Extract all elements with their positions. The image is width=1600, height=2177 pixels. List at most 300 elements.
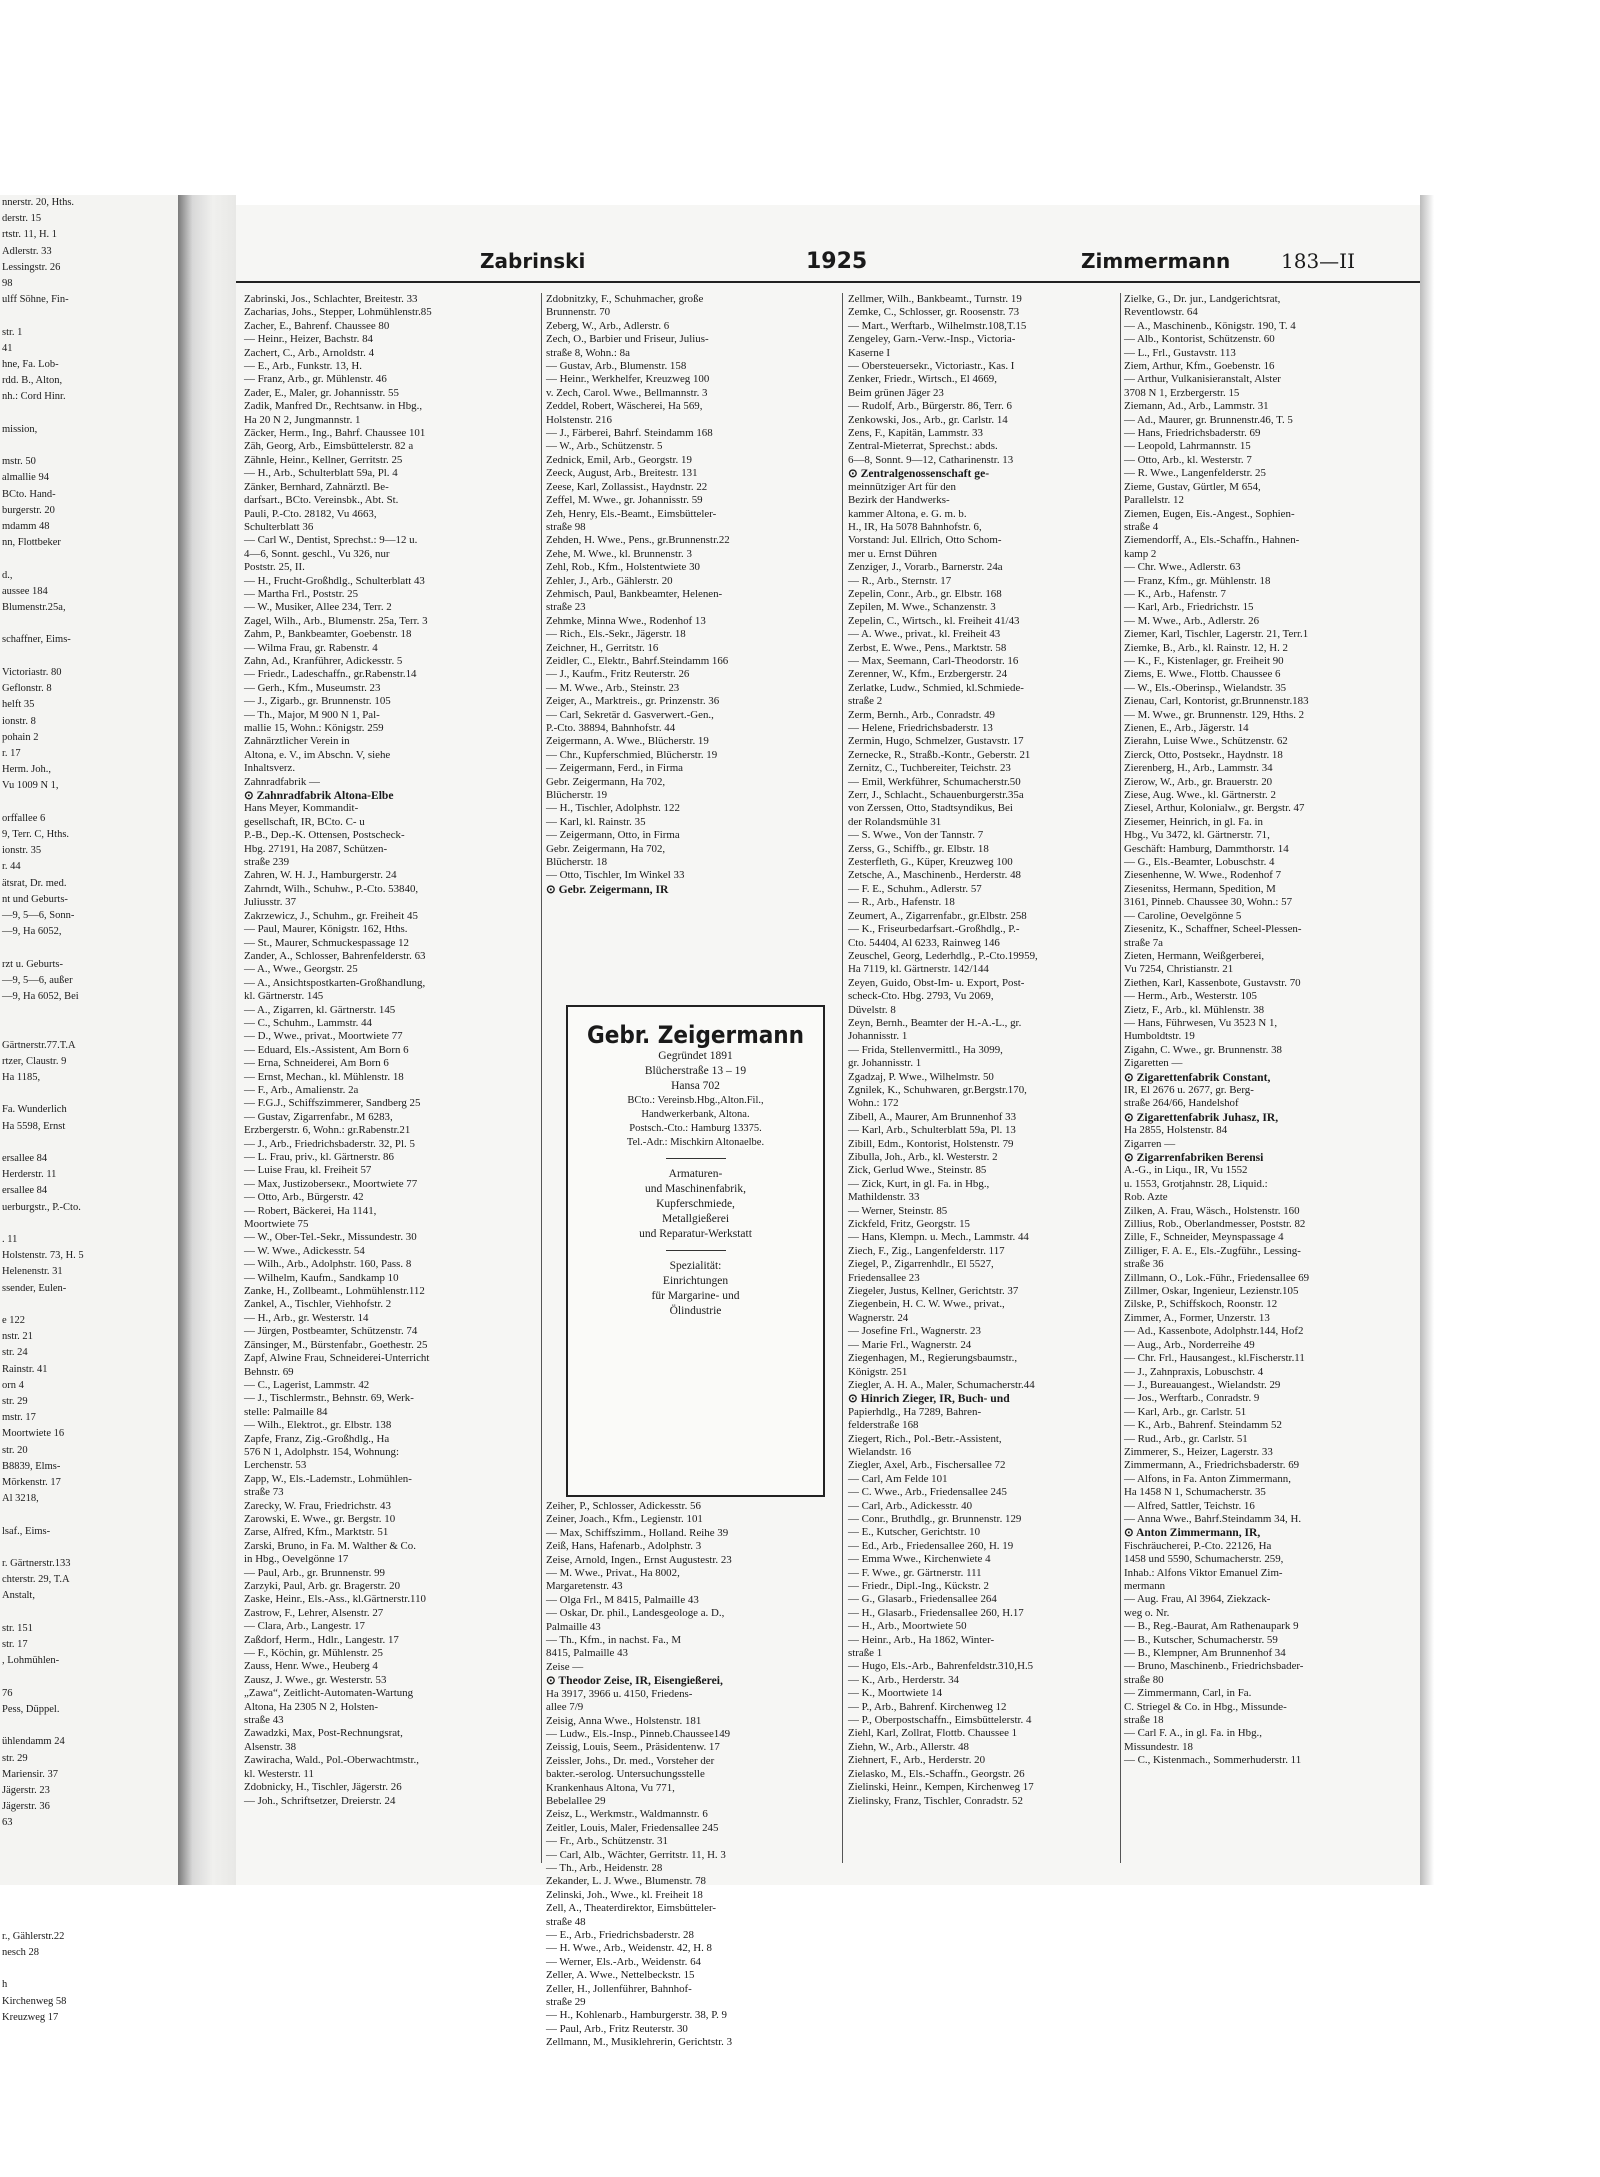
directory-entry: — A., Maschinenb., Königstr. 190, T. 4 bbox=[1124, 319, 1296, 332]
directory-entry: — Marie Frl., Wagnerstr. 24 bbox=[848, 1338, 972, 1351]
directory-entry: — Hans, Friedrichsbaderstr. 69 bbox=[1124, 427, 1261, 440]
directory-entry: ⊙ Anton Zimmermann, IR, bbox=[1124, 1526, 1261, 1540]
left-page-line: Gärtnerstr.77.T.A bbox=[2, 1039, 76, 1051]
directory-entry: Zeigermann, A. Wwe., Blücherstr. 19 bbox=[546, 735, 709, 748]
left-page-line: Moortwiete 16 bbox=[2, 1428, 65, 1440]
directory-entry: Bebelallee 29 bbox=[546, 1794, 606, 1807]
directory-entry: Zimmermann, A., Friedrichsbaderstr. 69 bbox=[1124, 1459, 1300, 1472]
directory-entry: Zigahn, C. Wwe., gr. Brunnenstr. 38 bbox=[1124, 1043, 1282, 1056]
left-page-line: e 122 bbox=[2, 1315, 26, 1327]
directory-entry: Zarse, Alfred, Kfm., Marktstr. 51 bbox=[244, 1526, 389, 1539]
directory-entry: — A., Zigarren, kl. Gärtnerstr. 145 bbox=[244, 1003, 396, 1016]
directory-entry: Zarzyki, Paul, Arb. gr. Bragerstr. 20 bbox=[244, 1580, 401, 1592]
directory-entry: — W., Ober-Tel.-Sekr., Missundestr. 30 bbox=[244, 1231, 417, 1244]
directory-entry: — Werner, Els.-Arb., Weidenstr. 64 bbox=[546, 1955, 701, 1968]
directory-entry: Zickfeld, Fritz, Georgstr. 15 bbox=[848, 1218, 970, 1231]
directory-entry: — B., Reg.-Baurat, Am Rathenaupark 9 bbox=[1124, 1620, 1299, 1633]
directory-entry: — Otto, Tischler, Im Winkel 33 bbox=[546, 869, 685, 882]
header-right-keyword: Zimmermann bbox=[1081, 249, 1231, 273]
directory-entry: mallie 15, Wohn.: Königstr. 259 bbox=[244, 722, 384, 734]
directory-entry: Zick, Gerlud Wwe., Steinstr. 85 bbox=[848, 1164, 987, 1177]
directory-entry: — Paul, Arb., gr. Brunnenstr. 99 bbox=[244, 1566, 385, 1579]
left-page-line: rdd. B., Alton, bbox=[2, 375, 63, 387]
directory-entry: — Luise Frau, kl. Freiheit 57 bbox=[244, 1164, 372, 1177]
directory-entry: Ha 7119, kl. Gärtnerstr. 142/144 bbox=[848, 963, 989, 976]
left-page-line: Kreuzweg 17 bbox=[2, 2011, 59, 2023]
left-page-line: Vu 1009 N 1, bbox=[2, 780, 59, 792]
directory-entry: — M. Wwe., Arb., Steinstr. 23 bbox=[546, 681, 680, 694]
ad-address: Blücherstraße 13 – 19 bbox=[644, 1065, 747, 1077]
directory-entry: Königstr. 251 bbox=[848, 1365, 908, 1378]
directory-entry: — Aug., Arb., Norderreihe 49 bbox=[1124, 1338, 1255, 1351]
directory-entry: — Joh., Schriftsetzer, Dreierstr. 24 bbox=[244, 1794, 396, 1807]
directory-entry: Zielinsky, Franz, Tischler, Conradstr. 52 bbox=[848, 1794, 1023, 1807]
directory-entry: — D., Wwe., privat., Moortwiete 77 bbox=[244, 1030, 403, 1043]
page-edge bbox=[1420, 195, 1434, 1885]
directory-entry: Ziemen, Eugen, Eis.-Angest., Sophien- bbox=[1124, 507, 1295, 520]
directory-entry: Zehl, Rob., Kfm., Holstentwiete 30 bbox=[546, 561, 700, 574]
directory-entry: Ziegel, P., Zigarrenhdlr., El 5527, bbox=[848, 1258, 994, 1271]
directory-entry: Zielinski, Heinr., Kempen, Kirchenweg 17 bbox=[848, 1781, 1034, 1794]
directory-entry: Zausz, J. Wwe., gr. Westerstr. 53 bbox=[244, 1673, 387, 1686]
column-divider bbox=[541, 293, 542, 1863]
directory-entry: — K., Arb., Bahrenf. Steindamm 52 bbox=[1124, 1419, 1282, 1432]
directory-entry: Papierhdlg., Ha 7289, Bahren- bbox=[848, 1405, 982, 1418]
ad-products bbox=[568, 1167, 823, 1242]
directory-entry: Zapf, Alwine Frau, Schneiderei-Unterricht bbox=[244, 1352, 430, 1365]
directory-page bbox=[236, 205, 1420, 2049]
directory-entry: — Caroline, Oevelgönne 5 bbox=[1124, 909, 1242, 922]
directory-entry: Moortwiete 75 bbox=[244, 1218, 309, 1231]
directory-entry: — J., Kaufm., Fritz Reuterstr. 26 bbox=[546, 668, 690, 681]
left-page-line bbox=[0, 1135, 178, 1151]
directory-entry: straße 98 bbox=[546, 520, 586, 533]
directory-entry: Zerlatke, Ludw., Schmied, kl.Schmiede- bbox=[848, 681, 1024, 694]
ad-bank-2: Handwerkerbank, Altona. bbox=[641, 1109, 750, 1120]
left-page-line: ulff Söhne, Fin- bbox=[2, 294, 69, 306]
directory-entry: 3708 N 1, Erzbergerstr. 15 bbox=[1124, 386, 1240, 399]
left-page-line: Lessingstr. 26 bbox=[2, 261, 61, 273]
directory-entry: Zelinski, Joh., Wwe., kl. Freiheit 18 bbox=[546, 1888, 703, 1901]
directory-entry: Ha 1458 N 1, Schumacherstr. 35 bbox=[1124, 1486, 1266, 1499]
directory-entry: Zehler, J., Arb., Gählerstr. 20 bbox=[546, 574, 673, 587]
directory-entry: — Jürgen, Postbeamter, Schützenstr. 74 bbox=[244, 1325, 418, 1338]
directory-entry: ⊙ Zigarettenfabrik Juhasz, IR, bbox=[1124, 1110, 1279, 1124]
left-page-line bbox=[0, 1669, 178, 1685]
left-page-line: mstr. 17 bbox=[2, 1412, 36, 1424]
directory-entry: kammer Altona, e. G. m. b. bbox=[848, 507, 967, 520]
left-page-line: , Lohmühlen- bbox=[2, 1655, 60, 1667]
left-page-line: mstr. 50 bbox=[2, 456, 36, 468]
directory-entry: — Heinr., Heizer, Bachstr. 84 bbox=[244, 333, 374, 346]
directory-entry: straße 2 bbox=[848, 695, 883, 708]
directory-entry: Zeisz, L., Werkmstr., Waldmannstr. 6 bbox=[546, 1808, 708, 1821]
directory-entry: — Mart., Werftarb., Wilhelmstr.108,T.15 bbox=[848, 319, 1027, 332]
directory-entry: ⊙ Hinrich Zieger, IR, Buch- und bbox=[848, 1392, 1010, 1406]
left-page-line: mission, bbox=[2, 423, 38, 435]
directory-entry: straße 48 bbox=[546, 1915, 586, 1928]
directory-entry: Gebr. Zeigermann, Ha 702, bbox=[546, 842, 666, 855]
directory-entry: — Rich., Els.-Sekr., Jägerstr. 18 bbox=[546, 628, 686, 641]
directory-entry: straße 1 bbox=[848, 1647, 883, 1660]
directory-entry: Cto. 54404, Al 6233, Rainweg 146 bbox=[848, 936, 1000, 949]
ad-firm-name: Gebr. Zeigermann bbox=[586, 1021, 805, 1049]
directory-entry: — W., Els.-Oberinsp., Wielandstr. 35 bbox=[1124, 681, 1287, 694]
left-page-line: rtzer, Claustr. 9 bbox=[2, 1055, 67, 1067]
directory-entry: — Karl, kl. Rainstr. 35 bbox=[546, 815, 646, 828]
directory-entry: Alsenstr. 38 bbox=[244, 1740, 297, 1753]
directory-entry: Ziegler, A. H. A., Maler, Schumacherstr.44 bbox=[848, 1378, 1035, 1391]
directory-entry: Zarecky, W. Frau, Friedrichstr. 43 bbox=[244, 1499, 391, 1512]
directory-entry: kamp 2 bbox=[1124, 547, 1157, 560]
directory-entry: Zauss, Henr. Wwe., Heuberg 4 bbox=[244, 1660, 378, 1673]
directory-entry: kl. Gärtnerstr. 145 bbox=[244, 990, 324, 1003]
directory-entry: Ziem, Arthur, Kfm., Goebenstr. 16 bbox=[1124, 360, 1275, 373]
directory-entry: A.-G., in Liqu., IR, Vu 1552 bbox=[1124, 1164, 1248, 1177]
left-page-line: uerburgstr., P.-Cto. bbox=[2, 1201, 81, 1213]
directory-entry: Krankenhaus Altona, Vu 771, bbox=[546, 1781, 675, 1794]
directory-entry: straße 36 bbox=[1124, 1258, 1164, 1271]
directory-entry: C. Striegel & Co. in Hbg., Missunde- bbox=[1124, 1700, 1287, 1713]
directory-entry: — H., Kohlenarb., Hamburgerstr. 38, P. 9 bbox=[546, 2009, 727, 2022]
left-page-line: str. 29 bbox=[2, 1396, 28, 1408]
directory-entry: — Arthur, Vulkanisieranstalt, Alster bbox=[1124, 373, 1281, 386]
directory-entry: straße 80 bbox=[1124, 1673, 1164, 1686]
directory-entry: Zeiger, A., Marktreis., gr. Prinzenstr. 36 bbox=[546, 695, 720, 708]
directory-entry: — Franz, Arb., gr. Mühlenstr. 46 bbox=[244, 373, 387, 386]
directory-entry: — Aug. Frau, Al 3964, Ziekzack- bbox=[1124, 1593, 1271, 1606]
directory-entry: — Heinr., Werkhelfer, Kreuzweg 100 bbox=[546, 373, 710, 386]
left-page-line bbox=[0, 308, 178, 324]
directory-entry: — Max, Seemann, Carl-Theodorstr. 16 bbox=[848, 654, 1019, 667]
directory-entry: — Friedr., Dipl.-Ing., Kückstr. 2 bbox=[848, 1580, 989, 1592]
directory-entry: Zemke, C., Schlosser, gr. Roosenstr. 73 bbox=[848, 306, 1020, 319]
directory-entry: felderstraße 168 bbox=[848, 1419, 919, 1432]
directory-entry: — Chr. Wwe., Adlerstr. 63 bbox=[1124, 561, 1241, 574]
directory-entry: Juliusstr. 37 bbox=[244, 896, 297, 909]
left-page-line bbox=[0, 1913, 178, 1929]
directory-entry: — K., Friseurbedarfsart.-Großhdlg., P.- bbox=[848, 923, 1020, 936]
directory-entry: Zakrzewicz, J., Schuhm., gr. Freiheit 45 bbox=[244, 909, 418, 922]
directory-entry: Zeissig, Louis, Seem., Präsidentenw. 17 bbox=[546, 1741, 720, 1754]
directory-entry: Lerchenstr. 53 bbox=[244, 1459, 307, 1472]
directory-entry: — Zick, Kurt, in gl. Fa. in Hbg., bbox=[848, 1177, 990, 1190]
ad-product-line: Armaturen- bbox=[668, 1168, 723, 1180]
left-page-line bbox=[0, 1961, 178, 1977]
left-page-line: —9, Ha 6052, bbox=[2, 926, 62, 938]
directory-entry: — H. Wwe., Arb., Weidenstr. 42, H. 8 bbox=[546, 1942, 712, 1955]
left-page-line bbox=[0, 1005, 178, 1021]
directory-entry: — J., Färberei, Bahrf. Steindamm 168 bbox=[546, 427, 713, 440]
left-page-line: Herm. Joh., bbox=[2, 764, 51, 776]
directory-entry: meinnütziger Art für den bbox=[848, 480, 956, 493]
directory-entry: straße 43 bbox=[244, 1714, 284, 1727]
directory-entry: — Zeigermann, Otto, in Firma bbox=[546, 829, 680, 842]
directory-entry: — H., Arb., Moortwiete 50 bbox=[848, 1620, 967, 1633]
directory-entry: — P., Arb., Bahrenf. Kirchenweg 12 bbox=[848, 1700, 1007, 1713]
directory-entry: Mathildenstr. 33 bbox=[848, 1191, 920, 1204]
directory-entry: Zielke, G., Dr. jur., Landgerichtsrat, bbox=[1124, 293, 1281, 305]
left-page-line: str. 29 bbox=[2, 1752, 28, 1764]
directory-entry: Zawiracha, Wald., Pol.-Oberwachtmstr., bbox=[244, 1754, 419, 1767]
directory-entry: — F. E., Schuhm., Adlerstr. 57 bbox=[848, 882, 982, 895]
directory-entry: — Carl, Arb., Adickesstr. 40 bbox=[848, 1499, 973, 1512]
directory-entry: IR, El 2676 u. 2677, gr. Berg- bbox=[1124, 1083, 1254, 1096]
directory-entry: Zeller, H., Jollenführer, Bahnhof- bbox=[546, 1982, 692, 1995]
directory-entry: Inhaltsverz. bbox=[244, 762, 296, 775]
directory-entry: — Martha Frl., Poststr. 25 bbox=[244, 587, 359, 600]
left-page-line: 76 bbox=[2, 1687, 13, 1699]
left-page-line bbox=[0, 1832, 178, 1848]
directory-entry: — Karl, Arb., gr. Carlstr. 51 bbox=[1124, 1405, 1247, 1418]
left-page-line: Helenenstr. 31 bbox=[2, 1266, 63, 1278]
directory-entry: Ziesenitss, Hermann, Spedition, M bbox=[1124, 882, 1276, 895]
directory-entry: — P., Oberpostschaffn., Eimsbüttelerstr. 4 bbox=[848, 1714, 1032, 1727]
directory-entry: — St., Maurer, Schmuckespassage 12 bbox=[244, 936, 410, 949]
directory-entry: — K., Arb., Hafenstr. 7 bbox=[1124, 587, 1226, 600]
directory-entry: — Gustav, Arb., Blumenstr. 158 bbox=[546, 360, 687, 373]
left-page-line: BCto. Hand- bbox=[2, 488, 56, 500]
directory-entry: — G., Els.-Beamter, Lobuschstr. 4 bbox=[1124, 856, 1275, 869]
directory-entry: — Zimmermann, Carl, in Fa. bbox=[1124, 1687, 1252, 1700]
directory-entry: u. 1553, Grotjahnstr. 28, Liquid.: bbox=[1124, 1177, 1268, 1190]
directory-entry: — Gustav, Zigarrenfabr., M 6283, bbox=[244, 1110, 393, 1123]
directory-entry: Zachert, C., Arb., Arnoldstr. 4 bbox=[244, 346, 375, 359]
left-page-line: pohain 2 bbox=[2, 731, 39, 743]
left-page-line bbox=[0, 795, 178, 811]
directory-entry: straße 73 bbox=[244, 1486, 284, 1499]
left-page-line: rzt u. Geburts- bbox=[2, 958, 63, 970]
directory-entry: Zednick, Emil, Arb., Georgstr. 19 bbox=[546, 453, 692, 466]
directory-entry: Zagel, Wilh., Arb., Blumenstr. 25a, Terr. 3 bbox=[244, 614, 428, 627]
advertisement-box bbox=[566, 1005, 825, 1497]
left-page-line: str. 24 bbox=[2, 1347, 28, 1359]
left-page-line bbox=[0, 1605, 178, 1621]
directory-entry: Zapfe, Franz, Zig.-Großhdlg., Ha bbox=[244, 1432, 390, 1445]
directory-entry: Zepilen, M. Wwe., Schanzenstr. 3 bbox=[848, 601, 996, 614]
directory-entry: Zienau, Carl, Kontorist, gr.Brunnenstr.183 bbox=[1124, 695, 1309, 708]
directory-entry: — W. Wwe., Adickesstr. 54 bbox=[244, 1244, 365, 1257]
directory-entry: Zens, F., Kapitän, Lammstr. 33 bbox=[848, 427, 983, 440]
directory-entry: Zeiß, Hans, Hafenarb., Adolphstr. 3 bbox=[546, 1540, 702, 1553]
directory-entry: Zarowski, E. Wwe., gr. Bergstr. 10 bbox=[244, 1512, 396, 1525]
directory-entry: ⊙ Theodor Zeise, IR, Eisengießerei, bbox=[546, 1674, 723, 1688]
directory-entry: — M. Wwe., gr. Brunnenstr. 129, Hths. 2 bbox=[1124, 708, 1305, 721]
directory-entry: Zahm, P., Bankbeamter, Goebenstr. 18 bbox=[244, 628, 412, 641]
directory-entry: ⊙ Zentralgenossenschaft ge- bbox=[848, 467, 990, 481]
left-page-line: orffallee 6 bbox=[2, 812, 46, 824]
directory-entry: straße 4 bbox=[1124, 520, 1159, 533]
directory-entry: Zeberg, W., Arb., Adlerstr. 6 bbox=[546, 319, 670, 332]
directory-entry: — Th., Major, M 900 N 1, Pal- bbox=[244, 708, 380, 721]
left-page-line: nh.: Cord Hinr. bbox=[2, 391, 66, 403]
directory-entry: Zeh, Henry, Els.-Beamt., Eimsbütteler- bbox=[546, 507, 717, 520]
directory-entry: Zillmann, O., Lok.-Führ., Friedensallee 69 bbox=[1124, 1271, 1310, 1284]
directory-entry: — Clara, Arb., Langestr. 17 bbox=[244, 1620, 365, 1633]
directory-entry: Rob. Azte bbox=[1124, 1191, 1168, 1204]
directory-entry: Zeise, Arnold, Ingen., Ernst Augustestr. 23 bbox=[546, 1553, 732, 1566]
directory-entry: — Wilh., Elektrot., gr. Elbstr. 138 bbox=[244, 1419, 392, 1432]
left-page-line bbox=[0, 1297, 178, 1313]
left-page-line: Mörkenstr. 17 bbox=[2, 1477, 61, 1489]
directory-entry: Wohn.: 172 bbox=[848, 1097, 899, 1110]
directory-entry: — Oskar, Dr. phil., Landesgeologe a. D., bbox=[546, 1607, 725, 1620]
directory-entry: — Leopold, Lahrmannstr. 15 bbox=[1124, 440, 1251, 453]
directory-entry: — M. Wwe., Privat., Ha 8002, bbox=[546, 1567, 680, 1580]
directory-entry: Brunnenstr. 70 bbox=[546, 306, 611, 319]
directory-entry: in Hbg., Oevelgönne 17 bbox=[244, 1553, 349, 1566]
directory-entry: — K., Moortwiete 14 bbox=[848, 1687, 943, 1700]
directory-entry: — Alb., Kontorist, Schützenstr. 60 bbox=[1124, 333, 1275, 346]
left-page-line: helft 35 bbox=[2, 699, 35, 711]
directory-entry: — H., Arb., Schulterblatt 59a, Pl. 4 bbox=[244, 467, 398, 480]
directory-entry: Zengeley, Garn.-Verw.-Insp., Victoria- bbox=[848, 333, 1016, 346]
left-page-line: Victoriastr. 80 bbox=[2, 666, 62, 678]
directory-entry: — Ernst, Mechan., kl. Mühlenstr. 18 bbox=[244, 1070, 404, 1083]
directory-entry: 8415, Palmaille 43 bbox=[546, 1647, 628, 1660]
left-page-line: str. 151 bbox=[2, 1622, 33, 1634]
directory-entry: — M. Wwe., Arb., Adlerstr. 26 bbox=[1124, 614, 1260, 627]
directory-entry: — Chr. Frl., Hausangest., kl.Fischerstr.11 bbox=[1124, 1352, 1305, 1365]
ad-telegram: Tel.-Adr.: Mischkirn Altonaelbe. bbox=[626, 1137, 765, 1148]
directory-entry: Zeise — bbox=[546, 1660, 584, 1673]
directory-entry: Bezirk der Handwerks- bbox=[848, 494, 950, 507]
directory-entry: straße 7a bbox=[1124, 936, 1164, 949]
directory-entry: — Hugo, Els.-Arb., Bahrenfeldstr.310,H.5 bbox=[848, 1660, 1034, 1673]
directory-entry: Zeiner, Joach., Kfm., Legienstr. 101 bbox=[546, 1513, 703, 1526]
left-page-line: Anstalt, bbox=[2, 1590, 35, 1602]
directory-entry: — A., Ansichtspostkarten-Großhandlung, bbox=[244, 976, 426, 989]
directory-entry: v. Zech, Carol. Wwe., Bellmannstr. 3 bbox=[546, 386, 708, 399]
left-page-line bbox=[0, 1864, 178, 1880]
directory-entry: Zepelin, C., Wirtsch., kl. Freiheit 41/43 bbox=[848, 614, 1020, 627]
ad-product-line: und Reparatur-Werkstatt bbox=[639, 1228, 752, 1240]
directory-entry: — R., Arb., Hafenstr. 18 bbox=[848, 896, 955, 909]
directory-entry: Zeichner, H., Gerritstr. 16 bbox=[546, 641, 659, 654]
directory-entry: straße 23 bbox=[546, 601, 586, 614]
directory-entry: — W., Musiker, Allee 234, Terr. 2 bbox=[244, 601, 392, 614]
directory-entry: Zanke, H., Zollbeamt., Lohmühlenstr.112 bbox=[244, 1285, 425, 1298]
directory-entry: — Eduard, Els.-Assistent, Am Born 6 bbox=[244, 1043, 409, 1056]
directory-entry: Vorstand: Jul. Ellrich, Otto Schom- bbox=[848, 534, 1002, 547]
directory-entry: gr. Johannisstr. 1 bbox=[848, 1057, 922, 1070]
directory-entry: Zehe, M. Wwe., kl. Brunnenstr. 3 bbox=[546, 547, 692, 560]
directory-entry: — Zeigermann, Ferd., in Firma bbox=[546, 762, 684, 775]
directory-entry: Zibulla, Joh., Arb., kl. Westerstr. 2 bbox=[848, 1151, 998, 1163]
directory-entry: Zellmann, M., Musiklehrerin, Gerichtstr. 3 bbox=[546, 2036, 733, 2049]
directory-entry: — F., Köchin, gr. Mühlenstr. 25 bbox=[244, 1647, 383, 1660]
directory-entry: Zesterfleth, G., Küper, Kreuzweg 100 bbox=[848, 856, 1013, 869]
directory-entry: Zekander, L. J. Wwe., Blumenstr. 78 bbox=[546, 1875, 706, 1888]
left-page-line: Jägerstr. 36 bbox=[2, 1801, 50, 1813]
directory-entry: — Bruno, Maschinenb., Friedrichsbader- bbox=[1124, 1660, 1304, 1673]
directory-entry: — Ad., Maurer, gr. Brunnenstr.46, T. 5 bbox=[1124, 413, 1293, 426]
left-page-line: str. 20 bbox=[2, 1444, 28, 1456]
directory-entry: Altona, e. V., im Abschn. V, siehe bbox=[244, 748, 391, 761]
directory-entry: Zilliger, F. A. E., Els.-Zugführ., Lessing- bbox=[1124, 1244, 1301, 1257]
directory-entry: Zader, E., Maler, gr. Johannisstr. 55 bbox=[244, 386, 399, 399]
directory-entry: Vu 7254, Christianstr. 21 bbox=[1124, 963, 1234, 976]
directory-entry: — Frida, Stellenvermittl., Ha 3099, bbox=[848, 1043, 1003, 1056]
directory-entry: Missundestr. 18 bbox=[1124, 1740, 1193, 1753]
directory-entry: straße 8, Wohn.: 8a bbox=[546, 346, 630, 359]
directory-entry: Zeumert, A., Zigarrenfabr., gr.Elbstr. 258 bbox=[848, 909, 1027, 922]
directory-entry: Wielandstr. 16 bbox=[848, 1445, 912, 1458]
directory-entry: Zeddel, Robert, Wäscherei, Ha 569, bbox=[546, 400, 703, 413]
directory-entry: — Josefine Frl., Wagnerstr. 23 bbox=[848, 1325, 981, 1338]
directory-entry: — Friedr., Ladeschaffn., gr.Rabenstr.14 bbox=[244, 668, 417, 681]
directory-entry: Ziemke, B., Arb., kl. Rainstr. 12, H. 2 bbox=[1124, 641, 1288, 654]
directory-entry: — A. Wwe., privat., kl. Freiheit 43 bbox=[848, 628, 1001, 641]
directory-entry: weg o. Nr. bbox=[1124, 1606, 1170, 1619]
directory-entry: Ha 3917, 3966 u. 4150, Friedens- bbox=[546, 1687, 693, 1700]
directory-entry: Blücherstr. 19 bbox=[546, 789, 608, 802]
directory-entry: Zeidler, C., Elektr., Bahrf.Steindamm 166 bbox=[546, 654, 729, 667]
left-page-line: d., bbox=[2, 569, 13, 581]
directory-entry: Zierenberg, H., Arb., Lammstr. 34 bbox=[1124, 762, 1273, 775]
left-page-line: nn, Flottbeker bbox=[2, 537, 61, 549]
ad-specialty-title: Spezialität: bbox=[669, 1260, 722, 1272]
directory-entry: 3161, Pinneb. Chaussee 30, Wohn.: 57 bbox=[1124, 896, 1293, 909]
left-page-fragment bbox=[0, 195, 180, 2023]
directory-entry: Zilske, P., Schiffskoch, Roonstr. 12 bbox=[1124, 1298, 1278, 1311]
directory-entry: Zaßdorf, Herm., Hdlr., Langestr. 17 bbox=[244, 1633, 399, 1646]
column-divider bbox=[1120, 293, 1121, 1863]
directory-entry: Ziesemer, Heinrich, in gl. Fa. in bbox=[1124, 815, 1263, 828]
directory-entry: Zigarren — bbox=[1124, 1137, 1176, 1150]
directory-entry: Zeeck, August, Arb., Breitestr. 131 bbox=[546, 467, 698, 480]
left-page-line: lsaf., Eims- bbox=[2, 1525, 51, 1537]
directory-entry: Zieme, Gustav, Gürtler, M 654, bbox=[1124, 480, 1261, 493]
directory-entry: — Helene, Friedrichsbaderstr. 13 bbox=[848, 722, 993, 734]
left-page-line: ionstr. 8 bbox=[2, 715, 36, 727]
directory-entry: Zetsche, A., Maschinenb., Herderstr. 48 bbox=[848, 869, 1021, 882]
left-page-line: r. Gärtnerstr.133 bbox=[2, 1558, 71, 1570]
directory-entry: straße 18 bbox=[1124, 1714, 1164, 1727]
directory-entry: Zapp, W., Els.-Lademstr., Lohmühlen- bbox=[244, 1472, 412, 1485]
left-page-line: ühlendamm 24 bbox=[2, 1736, 65, 1748]
directory-entry: Zgadzaj, P. Wwe., Wilhelmstr. 50 bbox=[848, 1070, 994, 1083]
directory-entry: Zenziger, J., Vorarb., Barnerstr. 24a bbox=[848, 561, 1003, 574]
directory-entry: — Paul, Maurer, Königstr. 162, Hths. bbox=[244, 923, 408, 936]
directory-entry: Zankel, A., Tischler, Viehhofstr. 2 bbox=[244, 1298, 392, 1311]
left-page-line: Blumenstr.25a, bbox=[2, 602, 66, 614]
directory-entry: — Carl, Alb., Wächter, Gerritstr. 11, H. 3 bbox=[546, 1848, 726, 1861]
directory-entry: — W., Arb., Schützenstr. 5 bbox=[546, 440, 663, 453]
left-page-line: Geflonstr. 8 bbox=[2, 683, 52, 695]
directory-entry: Zepelin, Conr., Arb., gr. Elbstr. 168 bbox=[848, 587, 1002, 600]
directory-entry: — Heinr., Arb., Ha 1862, Winter- bbox=[848, 1633, 995, 1646]
directory-entry: Ziegert, Rich., Pol.-Betr.-Assistent, bbox=[848, 1432, 1002, 1445]
directory-entry: — Emma Wwe., Kirchenwiete 4 bbox=[848, 1553, 991, 1566]
directory-entry: Ziemendorff, A., Els.-Schaffn., Hahnen- bbox=[1124, 534, 1300, 547]
directory-entry: — Karl, Arb., Schulterblatt 59a, Pl. 13 bbox=[848, 1124, 1016, 1137]
directory-entry: Ha 2855, Holstenstr. 84 bbox=[1124, 1124, 1228, 1137]
directory-entry: — Hans, Klempn. u. Mech., Lammstr. 44 bbox=[848, 1231, 1029, 1244]
left-page-line: almallie 94 bbox=[2, 472, 49, 484]
directory-column-1 bbox=[244, 293, 544, 1863]
ad-specialty-line: Einrichtungen bbox=[662, 1275, 729, 1287]
directory-entry: Zacharias, Johs., Stepper, Lohmühlenstr.85 bbox=[244, 306, 432, 319]
left-page-line: nstr. 21 bbox=[2, 1331, 33, 1343]
left-page-line bbox=[0, 1718, 178, 1734]
directory-entry: Zeiher, P., Schlosser, Adickesstr. 56 bbox=[546, 1500, 701, 1512]
left-page-line bbox=[0, 1880, 178, 1896]
directory-entry: straße 264/66, Handelshof bbox=[1124, 1097, 1239, 1110]
directory-entry: — L. Frau, priv., kl. Gärtnerstr. 86 bbox=[244, 1151, 394, 1163]
directory-entry: Zahrndt, Wilh., Schuhw., P.-Cto. 53840, bbox=[244, 882, 419, 895]
directory-entry: Zehmke, Minna Wwe., Rodenhof 13 bbox=[546, 614, 706, 627]
